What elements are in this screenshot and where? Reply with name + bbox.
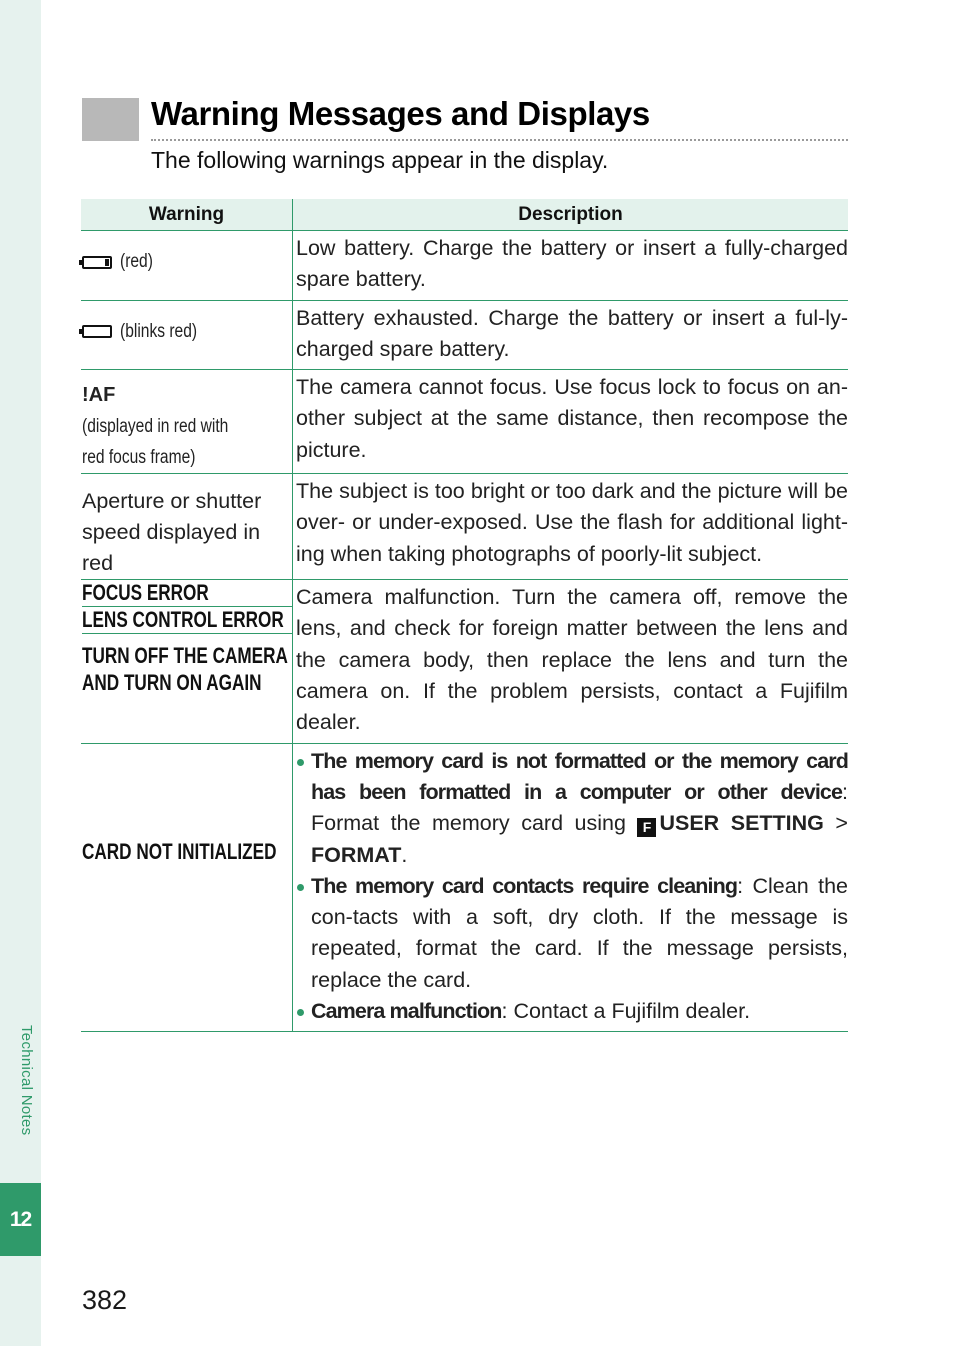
warning-note: (displayed in red with: [82, 416, 229, 438]
description-cell: Low battery. Charge the battery or insert a fully-charged spare battery.: [293, 231, 849, 301]
battery-low-icon: [82, 256, 112, 269]
table-row: [81, 370, 848, 474]
warning-text: Aperture or shutter: [82, 489, 262, 514]
table-row: [81, 231, 848, 301]
warning-message: FOCUS ERROR: [82, 580, 209, 606]
cause-list: [296, 746, 848, 1028]
warning-table: [81, 199, 848, 1032]
header-description: Description: [293, 199, 849, 231]
warning-text: speed displayed in red: [82, 520, 261, 576]
title-marker: [82, 98, 139, 141]
warning-cell: [81, 231, 293, 301]
warning-note: red focus frame): [82, 447, 196, 469]
warning-message: AND TURN ON AGAIN: [82, 670, 262, 696]
menu-path: USER SETTING: [659, 811, 824, 836]
description-cell: Camera malfunction. Turn the camera off, remove the lens, and check for foreign matter between the lens and the camera body, then replace the lens and turn the camera on. If the problem persists, contact a Fujifilm dealer.: [293, 580, 849, 743]
section-label: Technical Notes: [18, 1025, 35, 1136]
cause-title: The memory card contacts require cleaning: [311, 873, 738, 898]
page-title: Warning Messages and Displays: [151, 95, 650, 132]
table-row: [81, 300, 848, 370]
warning-cell: [81, 743, 293, 1032]
page-number: 382: [82, 1285, 128, 1315]
title-divider: [151, 139, 848, 141]
chapter-tab[interactable]: 12: [0, 1183, 41, 1256]
list-item: The memory card contacts require cleaning: Clean the con-tacts with a soft, dry cloth. If the message is repeated, format the card. If the message persists, replace the card.: [296, 871, 848, 996]
warning-cell: [81, 580, 293, 743]
list-item: The memory card is not formatted or the memory card has been formatted in a computer or other device: Format the memory card using F USER SETTING > FORMAT.: [296, 746, 848, 871]
menu-path: FORMAT: [311, 842, 402, 867]
user-setting-icon: F: [637, 818, 656, 837]
warning-note: (red): [120, 251, 153, 272]
header-warning: Warning: [81, 199, 293, 231]
table-header-row: [81, 199, 848, 231]
warning-cell: [81, 370, 293, 474]
warning-message: LENS CONTROL ERROR: [82, 607, 284, 633]
cause-title: Camera malfunction: [311, 999, 502, 1024]
description-cell: The camera cannot focus. Use focus lock to focus on an-other subject at the same distance, then recompose the picture.: [293, 370, 849, 474]
table-row: [81, 580, 848, 743]
description-cell: [293, 743, 849, 1032]
description-cell: Battery exhausted. Charge the battery or insert a ful-ly-charged spare battery.: [293, 300, 849, 370]
table-row: [81, 743, 848, 1032]
af-warning-icon: !AF: [82, 384, 116, 407]
battery-empty-icon: [82, 325, 112, 338]
cause-title: The memory card is not formatted or the memory card has been formatted in a computer or other device: [311, 748, 848, 804]
intro-text: The following warnings appear in the display.: [151, 147, 609, 173]
warning-cell: [81, 300, 293, 370]
warning-cell: [81, 474, 293, 580]
warning-message: CARD NOT INITIALIZED: [82, 838, 277, 864]
warning-message: TURN OFF THE CAMERA: [82, 643, 288, 669]
description-cell: The subject is too bright or too dark and the picture will be over- or under-exposed. Use the flash for additional light-ing when taking photographs of poorly-lit subject.: [293, 474, 849, 580]
table-row: [81, 474, 848, 580]
list-item: Camera malfunction: Contact a Fujifilm dealer.: [296, 996, 848, 1027]
warning-note: (blinks red): [120, 320, 198, 342]
